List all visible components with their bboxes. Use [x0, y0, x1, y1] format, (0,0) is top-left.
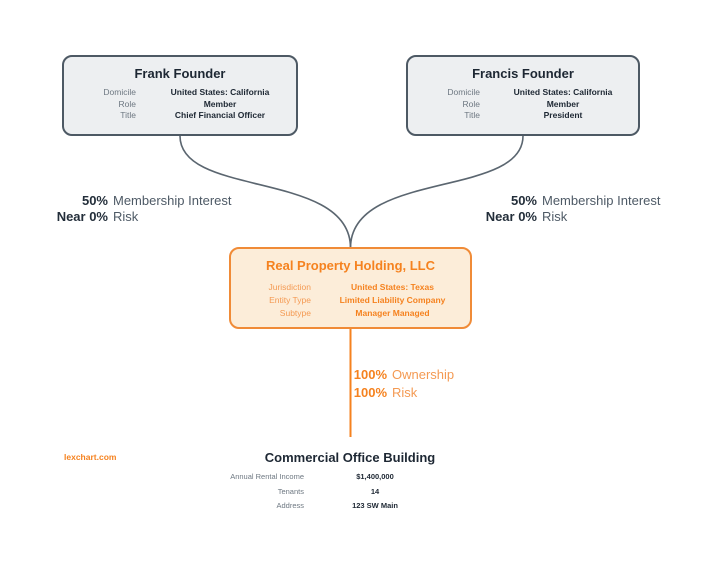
edge-text: Ownership — [392, 367, 455, 382]
edge-percent: 50% — [510, 193, 537, 208]
entity-attributes — [231, 281, 470, 320]
attribute-label: Entity Type — [269, 295, 311, 305]
edge-label-frank-to-holding — [46, 193, 232, 225]
entity-attributes — [64, 87, 296, 122]
entity-attributes — [408, 87, 638, 122]
attribute-value: Member — [203, 98, 237, 109]
attribute-label: Domicile — [103, 87, 136, 97]
edge-percent: 50% — [81, 193, 108, 208]
edge-text: Risk — [113, 209, 139, 224]
entity-title: Real Property Holding, LLC — [265, 258, 435, 273]
attribute-value: Manager Managed — [355, 308, 430, 318]
entity-title: Commercial Office Building — [264, 450, 436, 465]
attribute-label: Title — [464, 110, 480, 120]
attribute-label: Address — [276, 501, 304, 510]
edge-percent: 100% — [353, 385, 387, 400]
attribute-value: Chief Financial Officer — [174, 110, 266, 120]
attribute-label: Jurisdiction — [268, 282, 311, 292]
attribute-label: Tenants — [277, 486, 304, 496]
attribute-value: Limited Liability Company — [339, 295, 446, 305]
edge-text: Risk — [542, 209, 568, 224]
entity-title: Frank Founder — [134, 66, 226, 81]
attribute-label: Subtype — [279, 308, 311, 318]
edge-text: Risk — [392, 385, 418, 400]
edge-text: Membership Interest — [113, 193, 232, 208]
attribute-value: 123 SW Main — [352, 501, 398, 510]
entity-node-real-property-holding[interactable] — [229, 247, 472, 329]
entity-attributes — [150, 470, 440, 514]
edge-label-holding-to-building — [353, 366, 454, 402]
entity-title: Francis Founder — [472, 66, 574, 81]
attribute-label: Annual Rental Income — [230, 472, 304, 481]
attribute-label: Domicile — [447, 87, 480, 97]
edge-percent: Near 0% — [56, 209, 108, 224]
attribute-label: Title — [120, 110, 136, 120]
entity-node-francis-founder[interactable] — [406, 55, 640, 136]
edge-francis-to-holding-line — [351, 136, 524, 248]
edge-percent: Near 0% — [485, 209, 537, 224]
attribute-value: 14 — [370, 486, 380, 496]
edge-frank-to-holding-line — [180, 136, 351, 248]
lexchart-watermark-link[interactable]: lexchart.com — [64, 452, 117, 462]
attribute-label: Role — [118, 98, 136, 109]
edge-text: Membership Interest — [542, 193, 661, 208]
attribute-value: President — [543, 110, 583, 120]
edge-label-francis-to-holding — [475, 193, 661, 225]
attribute-value: United States: Texas — [351, 282, 434, 292]
attribute-value: Member — [546, 98, 580, 109]
entity-node-frank-founder[interactable] — [62, 55, 298, 136]
edge-percent: 100% — [353, 367, 387, 382]
attribute-value: United States: California — [513, 87, 613, 97]
attribute-label: Role — [462, 98, 480, 109]
attribute-value: United States: California — [170, 87, 270, 97]
attribute-value: $1,400,000 — [356, 472, 394, 481]
